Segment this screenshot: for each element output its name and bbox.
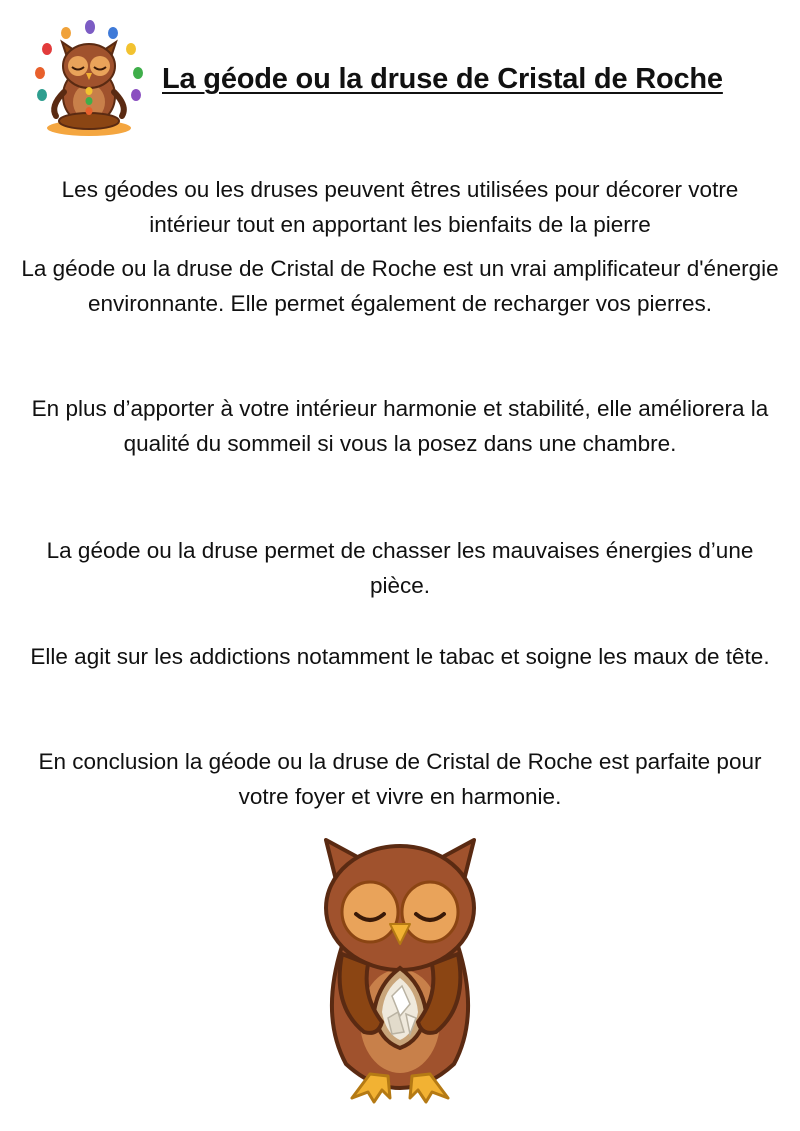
paragraph-decoration: Les géodes ou les druses peuvent êtres utilisées pour décorer votre intérieur tout en apportant les bienfaits de la pierre: [61, 177, 739, 237]
paragraph-harmony: En plus d’apporter à votre intérieur harmonie et stabilité, elle améliorera la qualité du sommeil si vous la posez dans une chambre.: [31, 396, 769, 456]
meditating-owl-logo-icon: [30, 18, 148, 140]
owl-holding-crystal-icon: [312, 836, 488, 1106]
paragraph-amplifier: La géode ou la druse de Cristal de Roche est un vrai amplificateur d'énergie environnante. Elle permet également de recharger vos pierres.: [21, 256, 779, 316]
paragraph-addictions: Elle agit sur les addictions notamment le tabac et soigne les maux de tête.: [30, 644, 770, 669]
paragraph-energies: La géode ou la druse permet de chasser les mauvaises énergies d’une pièce.: [46, 538, 754, 598]
paragraph-conclusion: En conclusion la géode ou la druse de Cristal de Roche est parfaite pour votre foyer et vivre en harmonie.: [38, 749, 762, 809]
page-title: La géode ou la druse de Cristal de Roche: [162, 63, 723, 95]
